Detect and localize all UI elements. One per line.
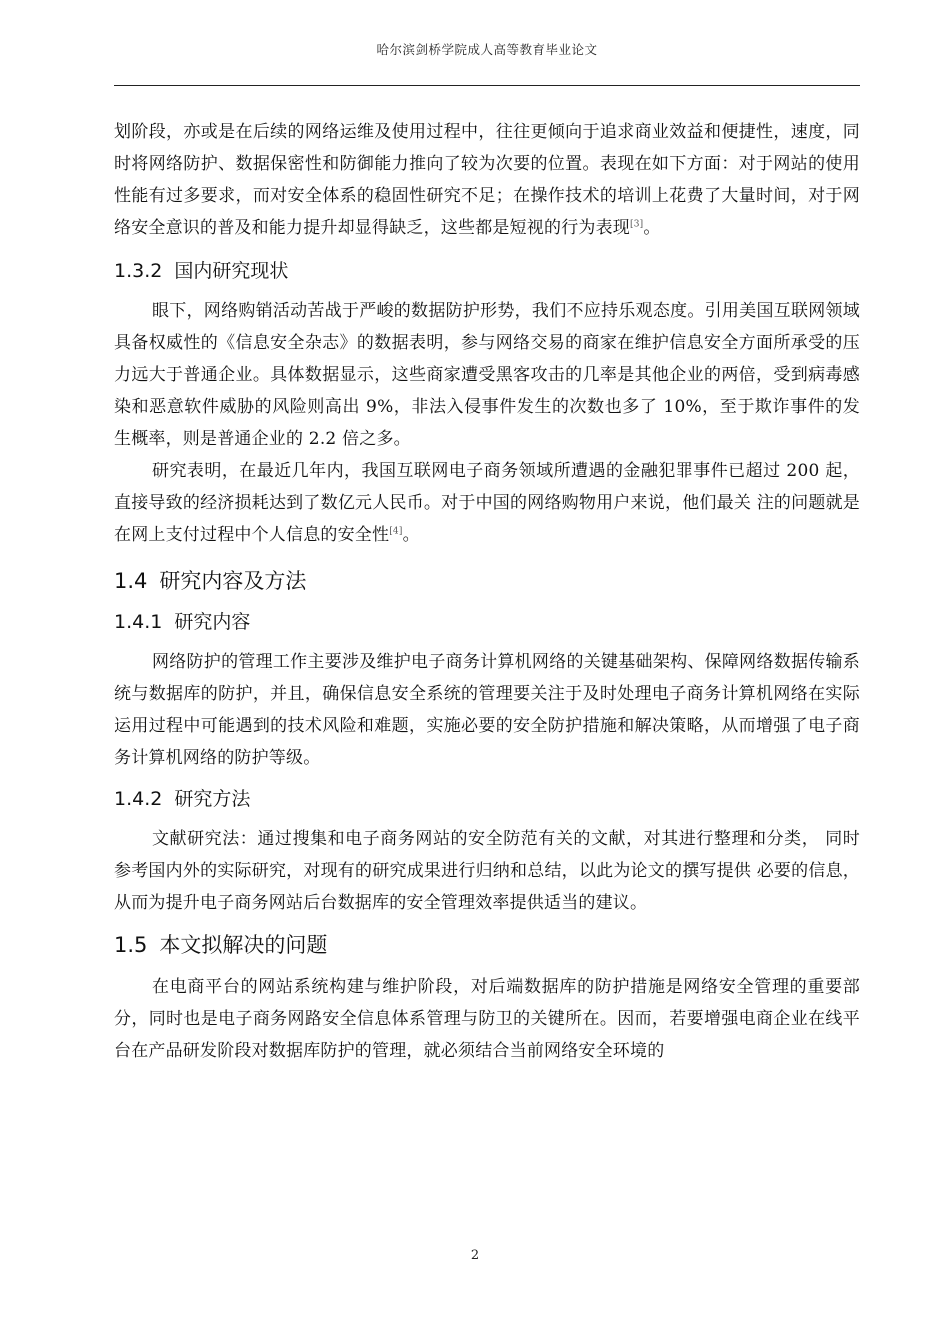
section-heading-1-3-2: 1.3.2 国内研究现状: [114, 260, 289, 282]
section-heading-1-4-1: 1.4.1 研究内容: [114, 611, 251, 633]
running-header: 哈尔滨剑桥学院成人高等教育毕业论文: [376, 42, 598, 57]
citation-ref: [4]: [389, 526, 403, 537]
paragraph: 眼下，网络购销活动苦战于严峻的数据防护形势，我们不应持乐观态度。引用美国互联网领域具备权威性的《信息安全杂志》的数据表明，参与网络交易的商家在维护信息安全方面所承受的压力远大于普通企业。具体数据显示，这些商家遭受黑客攻击的几率是其他企业的两倍，受到病毒感染和恶意软件威胁的风险则高出 9%，非法入侵事件发生的次数也多了 10%，至于欺诈事件的发生概率，则是普通企业的 2.2 倍之多。: [114, 301, 860, 449]
page-number: 2: [470, 1248, 480, 1263]
paragraph: 研究表明，在最近几年内，我国互联网电子商务领域所遭遇的金融犯罪事件已超过 200 起，直接导致的经济损耗达到了数亿元人民币。对于中国的网络购物用户来说，他们最关 注的问题就是在网上支付过程中个人信息的安全性[4]。: [114, 461, 860, 545]
paragraph-continued: 划阶段，亦或是在后续的网络运维及使用过程中，往往更倾向于追求商业效益和便捷性，速度，同时将网络防护、数据保密性和防御能力推向了较为次要的位置。表现在如下方面：对于网站的使用性能有过多要求，而对安全体系的稳固性研究不足；在操作技术的培训上花费了大量时间，对于网络安全意识的普及和能力提升却显得缺乏，这些都是短视的行为表现[3]。: [114, 122, 860, 238]
paragraph: 网络防护的管理工作主要涉及维护电子商务计算机网络的关键基础架构、保障网络数据传输系统与数据库的防护，并且，确保信息安全系统的管理要关注于及时处理电子商务计算机网络在实际运用过程中可能遇到的技术风险和难题，实施必要的安全防护措施和解决策略，从而增强了电子商务计算机网络的防护等级。: [114, 652, 860, 768]
paragraph: 在电商平台的网站系统构建与维护阶段，对后端数据库的防护措施是网络安全管理的重要部分，同时也是电子商务网路安全信息体系管理与防卫的关键所在。因而，若要增强电商企业在线平台在产品研发阶段对数据库防护的管理，就必须结合当前网络安全环境的: [114, 977, 860, 1061]
section-heading-1-4: 1.4 研究内容及方法: [114, 569, 307, 593]
section-heading-1-5: 1.5 本文拟解决的问题: [114, 933, 328, 957]
body-text: [114, 116, 860, 1067]
paragraph: 文献研究法：通过搜集和电子商务网站的安全防范有关的文献，对其进行整理和分类， 同时参考国内外的实际研究，对现有的研究成果进行归纳和总结，以此为论文的撰写提供 必要的信息，从而为提升电子商务网站后台数据库的安全管理效率提供适当的建议。: [114, 829, 860, 913]
section-heading-1-4-2: 1.4.2 研究方法: [114, 788, 251, 810]
header-rule: [114, 85, 860, 86]
citation-ref: [3]: [630, 219, 644, 230]
